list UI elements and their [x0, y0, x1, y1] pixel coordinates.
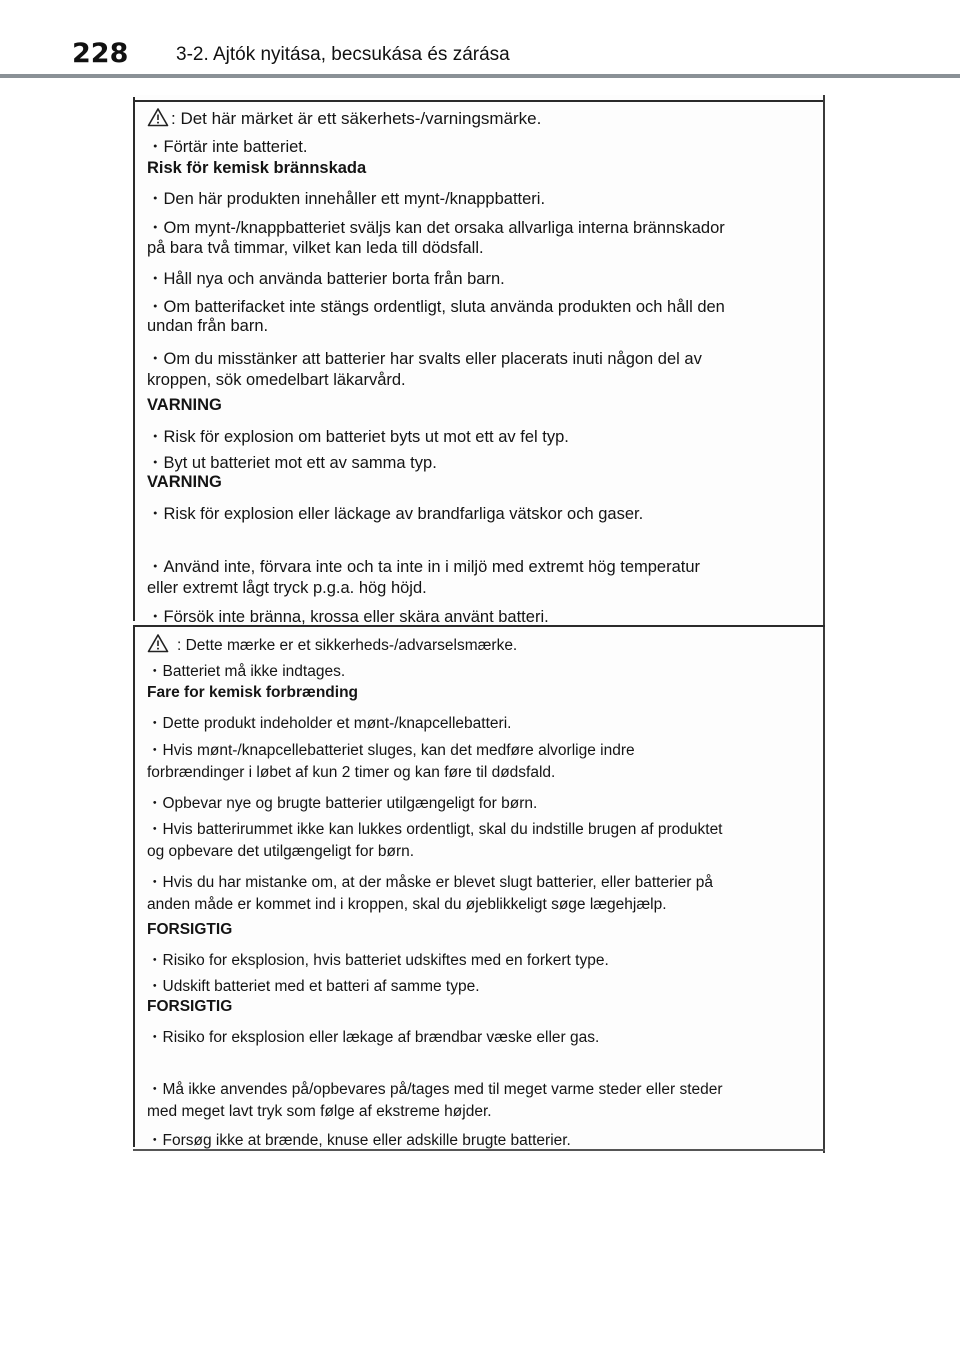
- frame-right: [823, 95, 825, 1153]
- frame-left-swedish: [133, 97, 135, 621]
- scanned-warning-label: [133, 95, 825, 1153]
- chapter-title: 3-2. Ajtók nyitása, becsukása és zárása: [176, 44, 510, 65]
- danish-heading-caution-2: FORSIGTIG: [147, 998, 233, 1015]
- swedish-line-12: ・Risk för explosion om batteriet byts ut mot ett av fel typ.: [147, 428, 569, 446]
- swedish-line-5: på bara två timmar, vilket kan leda till dödsfall.: [147, 239, 484, 257]
- danish-symbol-note: [147, 633, 517, 655]
- swedish-line-3: ・Den här produkten innehåller ett mynt-/knappbatteri.: [147, 190, 546, 208]
- danish-line-7: ・Hvis batterirummet ikke kan lukkes ordentligt, skal du indstille brugen af produktet: [147, 821, 723, 838]
- danish-line-16: ・Må ikke anvendes på/opbevares på/tages med til meget varme steder eller steder: [147, 1081, 723, 1098]
- swedish-line-9: ・Om du misstänker att batterier har svalts eller placerats inuti någon del av: [147, 350, 702, 368]
- header-rule: [0, 74, 960, 78]
- danish-line-10: anden måde er kommet ind i kroppen, skal du øjeblikkeligt søge lægehjælp.: [147, 896, 667, 913]
- swedish-line-10: kroppen, sök omedelbart läkarvård.: [147, 371, 406, 389]
- page-number: 228: [72, 38, 129, 69]
- danish-line-17: med meget lavt tryk som følge af ekstreme højder.: [147, 1103, 492, 1120]
- danish-line-3: ・Dette produkt indeholder et mønt-/knapcellebatteri.: [147, 715, 512, 732]
- danish-line-13: ・Udskift batteriet med et batteri af samme type.: [147, 978, 480, 995]
- swedish-symbol-text: : Det här märket är ett säkerhets-/varningsmärke.: [171, 109, 542, 128]
- swedish-line-16: ・Använd inte, förvara inte och ta inte in i miljö med extremt hög temperatur: [147, 558, 701, 576]
- danish-line-18: ・Forsøg ikke at brænde, knuse eller adskille brugte batterier.: [147, 1132, 571, 1149]
- warning-triangle-icon: [147, 107, 169, 127]
- swedish-line-17: eller extremt lågt tryck p.g.a. hög höjd.: [147, 579, 427, 597]
- swedish-line-13: ・Byt ut batteriet mot ett av samma typ.: [147, 454, 437, 472]
- swedish-heading-warning-2: VARNING: [147, 473, 222, 491]
- danish-heading-caution-1: FORSIGTIG: [147, 921, 233, 938]
- swedish-line-1: ・Förtär inte batteriet.: [147, 138, 308, 156]
- danish-symbol-text: : Dette mærke er et sikkerheds-/advarselsmærke.: [177, 637, 518, 654]
- danish-line-1: ・Batteriet må ikke indtages.: [147, 663, 346, 680]
- swedish-line-7: ・Om batterifacket inte stängs ordentligt, sluta använda produkten och håll den: [147, 298, 725, 316]
- swedish-line-6: ・Håll nya och använda batterier borta från barn.: [147, 270, 505, 288]
- swedish-heading-chemical-burn: Risk för kemisk brännskada: [147, 159, 367, 177]
- swedish-line-8: undan från barn.: [147, 317, 269, 335]
- danish-line-6: ・Opbevar nye og brugte batterier utilgængeligt for børn.: [147, 795, 538, 812]
- danish-heading-chemical-burn: Fare for kemisk forbrænding: [147, 684, 359, 701]
- danish-line-9: ・Hvis du har mistanke om, at der måske er blevet slugt batterier, eller batterier på: [147, 874, 713, 891]
- danish-line-8: og opbevare det utilgængeligt for børn.: [147, 843, 415, 860]
- swedish-line-18: ・Försök inte bränna, krossa eller skära använt batteri.: [147, 608, 549, 626]
- frame-top: [133, 100, 825, 102]
- swedish-symbol-note: [147, 107, 541, 129]
- swedish-heading-warning-1: VARNING: [147, 396, 222, 414]
- danish-line-4: ・Hvis mønt-/knapcellebatteriet sluges, kan det medføre alvorlige indre: [147, 742, 635, 759]
- frame-left-danish: [133, 627, 135, 1147]
- danish-line-12: ・Risiko for eksplosion, hvis batteriet udskiftes med en forkert type.: [147, 952, 609, 969]
- page-header: [0, 0, 960, 80]
- danish-line-15: ・Risiko for eksplosion eller lækage af brændbar væske eller gas.: [147, 1029, 600, 1046]
- swedish-line-4: ・Om mynt-/knappbatteriet sväljs kan det orsaka allvarliga interna brännskador: [147, 219, 725, 237]
- danish-line-5: forbrændinger i løbet af kun 2 timer og kan føre til dødsfald.: [147, 764, 556, 781]
- warning-triangle-icon: [147, 633, 169, 653]
- swedish-line-15: ・Risk för explosion eller läckage av brandfarliga vätskor och gaser.: [147, 505, 644, 523]
